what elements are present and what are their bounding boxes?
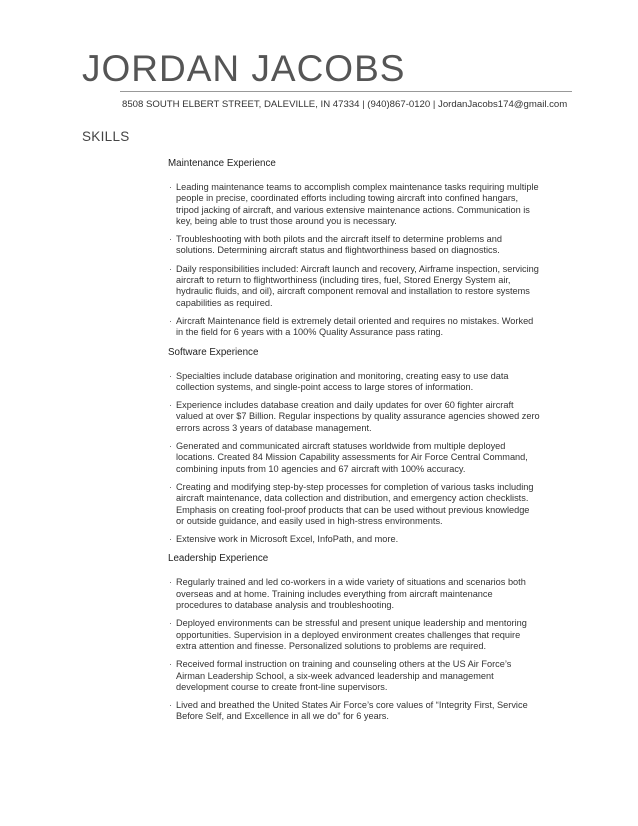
bullet-item	[168, 577, 540, 611]
header-divider	[120, 91, 572, 92]
section-title-skills: SKILLS	[82, 129, 130, 144]
bullet-list-software	[168, 371, 540, 546]
skills-group-leadership	[168, 553, 540, 722]
bullet-item	[168, 482, 540, 527]
bullet-text: Leading maintenance teams to accomplish complex maintenance tasks requiring multiple people in precise, coordinated efforts including towing aircraft into confined hangars, tripod jacking of aircraft, and various extensive maintenance actions. Communication is key, being able to trust those around you is necessary.	[176, 182, 539, 226]
bullet-item	[168, 182, 540, 227]
bullet-item	[168, 618, 540, 652]
bullet-text: Daily responsibilities included: Aircraft launch and recovery, Airframe inspection, servicing aircraft to return to flightworthiness (including tires, fuel, Stored Energy System air, hydraulic fluids, and oil), aircraft component removal and installation to restore systems capabilities as required.	[176, 263, 539, 308]
bullet-icon: ·	[169, 234, 173, 245]
subheading-leadership: Leadership Experience	[168, 553, 269, 565]
bullet-icon: ·	[169, 481, 173, 492]
bullet-icon: ·	[169, 441, 173, 452]
bullet-list-maintenance	[168, 182, 540, 339]
bullet-item	[168, 316, 540, 339]
subheading-maintenance: Maintenance Experience	[168, 158, 276, 169]
bullet-item	[168, 234, 540, 257]
bullet-icon: ·	[169, 400, 173, 411]
bullet-list-leadership	[168, 577, 540, 722]
bullet-text: Extensive work in Microsoft Excel, InfoPath, and more.	[176, 534, 399, 545]
skills-group-software	[168, 347, 540, 546]
bullet-text: Lived and breathed the United States Air Force’s core values of “Integrity First, Service Before Self, and Excellence in all we do” for 6 years.	[176, 700, 528, 722]
bullet-item	[168, 264, 540, 309]
bullet-icon: ·	[169, 263, 173, 274]
bullet-icon: ·	[169, 370, 173, 381]
bullet-text: Experience includes database creation and daily updates for over 60 fighter aircraft valued at over $7 Billion. Regular inspections by quality assurance agencies showed zero errors across 3 years of database management.	[176, 400, 540, 433]
resume-name: JORDAN JACOBS	[82, 48, 406, 89]
skills-content	[168, 158, 540, 731]
bullet-item	[168, 534, 540, 545]
bullet-text: Generated and communicated aircraft statuses worldwide from multiple deployed locations. Created 84 Mission Capability assessments for Air Force Central Command, combining inputs from 10 agencies and 67 aircraft with 100% accuracy.	[176, 441, 528, 474]
bullet-icon: ·	[169, 659, 173, 670]
bullet-icon: ·	[169, 534, 173, 545]
bullet-item	[168, 700, 540, 723]
bullet-item	[168, 441, 540, 475]
bullet-text: Aircraft Maintenance field is extremely detail oriented and requires no mistakes. Worked in the field for 6 years with a 100% Quality Assurance pass rating.	[176, 315, 534, 338]
bullet-text: Specialties include database origination and monitoring, creating easy to use data collection systems, and single-point access to large stores of information.	[176, 370, 509, 392]
subheading-software: Software Experience	[168, 346, 259, 358]
bullet-text: Deployed environments can be stressful and present unique leadership and mentoring opportunities. Supervision in a deployed environment creates challenges that require extra attention and finesse. Personalized solutions to problems are required.	[176, 618, 527, 651]
bullet-icon: ·	[169, 577, 173, 588]
bullet-icon: ·	[169, 315, 173, 326]
bullet-item	[168, 659, 540, 693]
bullet-text: Received formal instruction on training and counseling others at the US Air Force’s Airman Leadership School, a six-week advanced leadership and management development course to create front-line supervisors.	[176, 659, 512, 692]
bullet-icon: ·	[169, 618, 173, 629]
bullet-text: Regularly trained and led co-workers in a wide variety of situations and scenarios both overseas and at home. Training includes everything from aircraft maintenance procedures to database analysis and troubleshooting.	[176, 577, 526, 611]
bullet-text: Troubleshooting with both pilots and the aircraft itself to determine problems and solutions. Determining aircraft status and flightworthiness based on diagnostics.	[176, 234, 502, 256]
bullet-text: Creating and modifying step-by-step processes for completion of various tasks including aircraft maintenance, data collection and distribution, and emergency action checklists. Emphasis on creating fool-proof products that can be used without previous knowledge or outside guidance, and easily used in high-stress environments.	[176, 481, 534, 526]
bullet-item	[168, 371, 540, 394]
skills-group-maintenance	[168, 158, 540, 339]
bullet-icon: ·	[169, 182, 173, 192]
bullet-icon: ·	[169, 700, 173, 711]
contact-info: 8508 SOUTH ELBERT STREET, DALEVILLE, IN 47334 | (940)867-0120 | JordanJacobs174@gmail.com	[122, 99, 568, 110]
bullet-item	[168, 400, 540, 434]
